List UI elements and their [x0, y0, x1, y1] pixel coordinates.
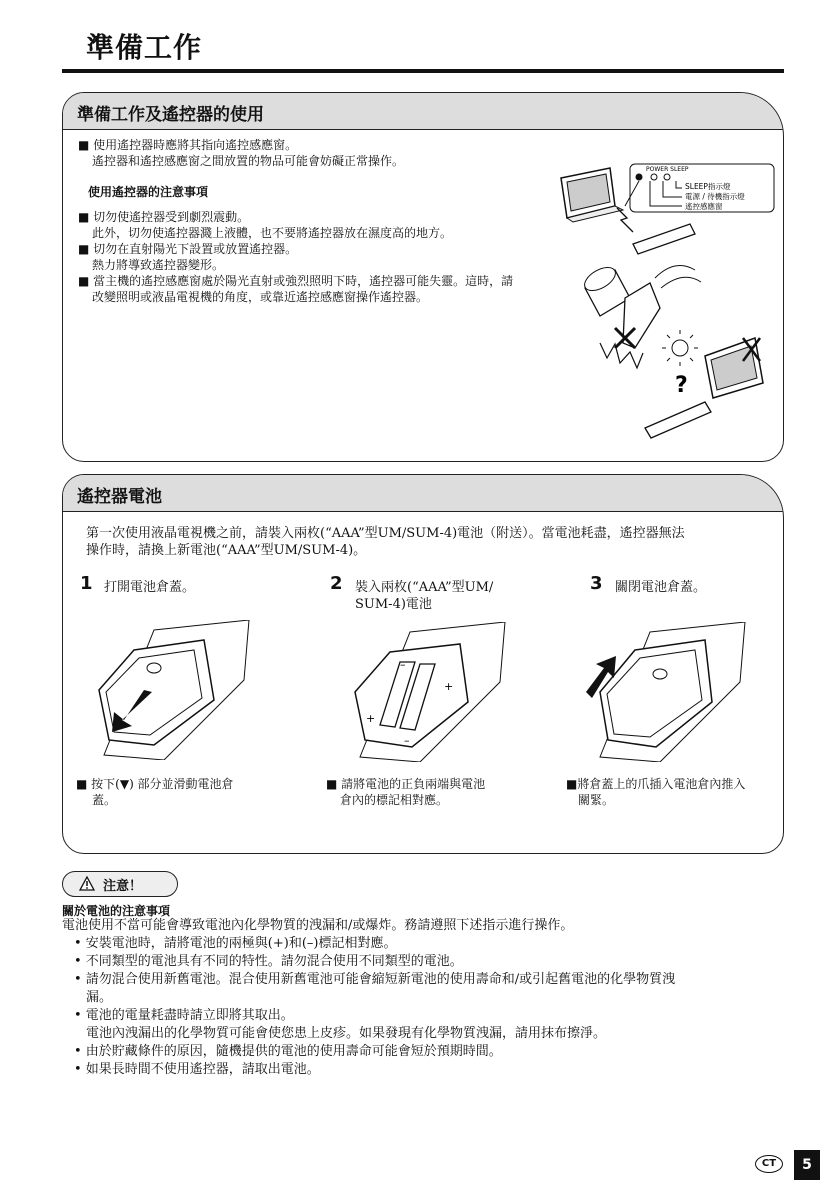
step-note: ■ 請將電池的正負兩端與電池: [326, 777, 486, 791]
svg-text:+: +: [366, 712, 376, 725]
power-sleep-label: POWER SLEEP: [646, 166, 689, 173]
note-line: 此外，切勿使遙控器濺上液體，也不要將遙控器放在濕度高的地方。: [92, 226, 453, 240]
caution-line: • 如果長時間不使用遙控器，請取出電池。: [74, 1062, 320, 1077]
tv-illustration: [561, 168, 623, 222]
remote-usage-illustration: [555, 158, 780, 448]
power-indicator-label: 電源 / 待機指示燈: [685, 192, 745, 201]
warning-icon: [79, 876, 95, 891]
step-note: ■將倉蓋上的爪插入電池倉內推入: [566, 777, 746, 791]
caution-line: • 請勿混合使用新舊電池。混合使用新舊電池可能會縮短新電池的使用壽命和/或引起舊電池的化學物質洩: [74, 972, 676, 987]
step-note: ■ 按下(▼) 部分並滑動電池倉: [76, 777, 234, 791]
svg-text:–: –: [404, 734, 410, 747]
step-note: 關緊。: [578, 793, 615, 807]
step-number: 3: [590, 573, 603, 594]
caution-line: • 由於貯藏條件的原因，隨機提供的電池的使用壽命可能會短於預期時間。: [74, 1044, 502, 1059]
step-note: 蓋。: [92, 793, 117, 807]
note-line: ■ 切勿在直射陽光下設置或放置遙控器。: [78, 242, 298, 256]
caution-line: • 電池的電量耗盡時請立即將其取出。: [74, 1008, 294, 1023]
section-heading: 遙控器電池: [77, 487, 162, 507]
step-title: 裝入兩枚(“AAA”型UM/: [355, 580, 494, 595]
step-number: 2: [330, 573, 343, 594]
svg-text:–: –: [400, 658, 406, 671]
caution-line: • 安裝電池時，請將電池的兩極與(+)和(–)標記相對應。: [74, 936, 397, 951]
caution-line: 漏。: [86, 990, 113, 1005]
page-number: 5: [794, 1150, 820, 1180]
intro-line: 第一次使用液晶電視機之前，請裝入兩枚(“AAA”型UM/SUM-4)電池（附送）。當電池耗盡，遙控器無法: [86, 526, 685, 541]
intro-line: 操作時，請換上新電池(“AAA”型UM/SUM-4)。: [86, 543, 367, 558]
region-badge: CT: [755, 1155, 783, 1173]
question-mark: ?: [675, 373, 688, 398]
step-number: 1: [80, 573, 93, 594]
intro-line: ■ 使用遙控器時應將其指向遙控感應窗。: [78, 138, 298, 152]
note-line: ■ 切勿使遙控器受到劇烈震動。: [78, 210, 250, 224]
step-title: 關閉電池倉蓋。: [615, 580, 707, 595]
section-heading: 準備工作及遙控器的使用: [77, 105, 264, 125]
note-line: 熱力將導致遙控器變形。: [92, 258, 225, 272]
section-header: [63, 93, 783, 130]
svg-text:+: +: [444, 680, 454, 693]
caution-intro: 電池使用不當可能會導致電池內化學物質的洩漏和/或爆炸。務請遵照下述指示進行操作。: [62, 918, 574, 933]
step1-illustration: [84, 620, 264, 760]
step-title: 打開電池倉蓋。: [104, 580, 196, 595]
step-note: 倉內的標記相對應。: [340, 793, 449, 807]
sub-heading: 使用遙控器的注意事項: [88, 185, 209, 199]
note-line: ■ 當主機的遙控感應窗處於陽光直射或強烈照明下時，遙控器可能失靈。這時，請: [78, 274, 514, 288]
step-title: SUM-4)電池: [355, 597, 432, 612]
step3-illustration: [580, 622, 760, 762]
sensor-label: 遙控感應窗: [685, 202, 723, 211]
caution-sub-heading: 關於電池的注意事項: [62, 904, 171, 918]
section-header: [63, 475, 783, 512]
caution-line: 電池內洩漏出的化學物質可能會使您患上皮疹。如果發現有化學物質洩漏，請用抹布擦淨。: [86, 1026, 607, 1041]
sleep-indicator-label: SLEEP指示燈: [685, 182, 731, 191]
title-rule: [62, 69, 784, 73]
caution-label: 注意！: [103, 879, 143, 894]
step2-illustration: [340, 622, 520, 762]
note-line: 改變照明或液晶電視機的角度，或靠近遙控感應窗操作遙控器。: [92, 290, 429, 304]
caution-line: • 不同類型的電池具有不同的特性。請勿混合使用不同類型的電池。: [74, 954, 463, 969]
caution-badge: [62, 871, 178, 897]
page-title: 準備工作: [86, 31, 203, 64]
intro-line: 遙控器和遙控感應窗之間放置的物品可能會妨礙正常操作。: [92, 154, 405, 168]
